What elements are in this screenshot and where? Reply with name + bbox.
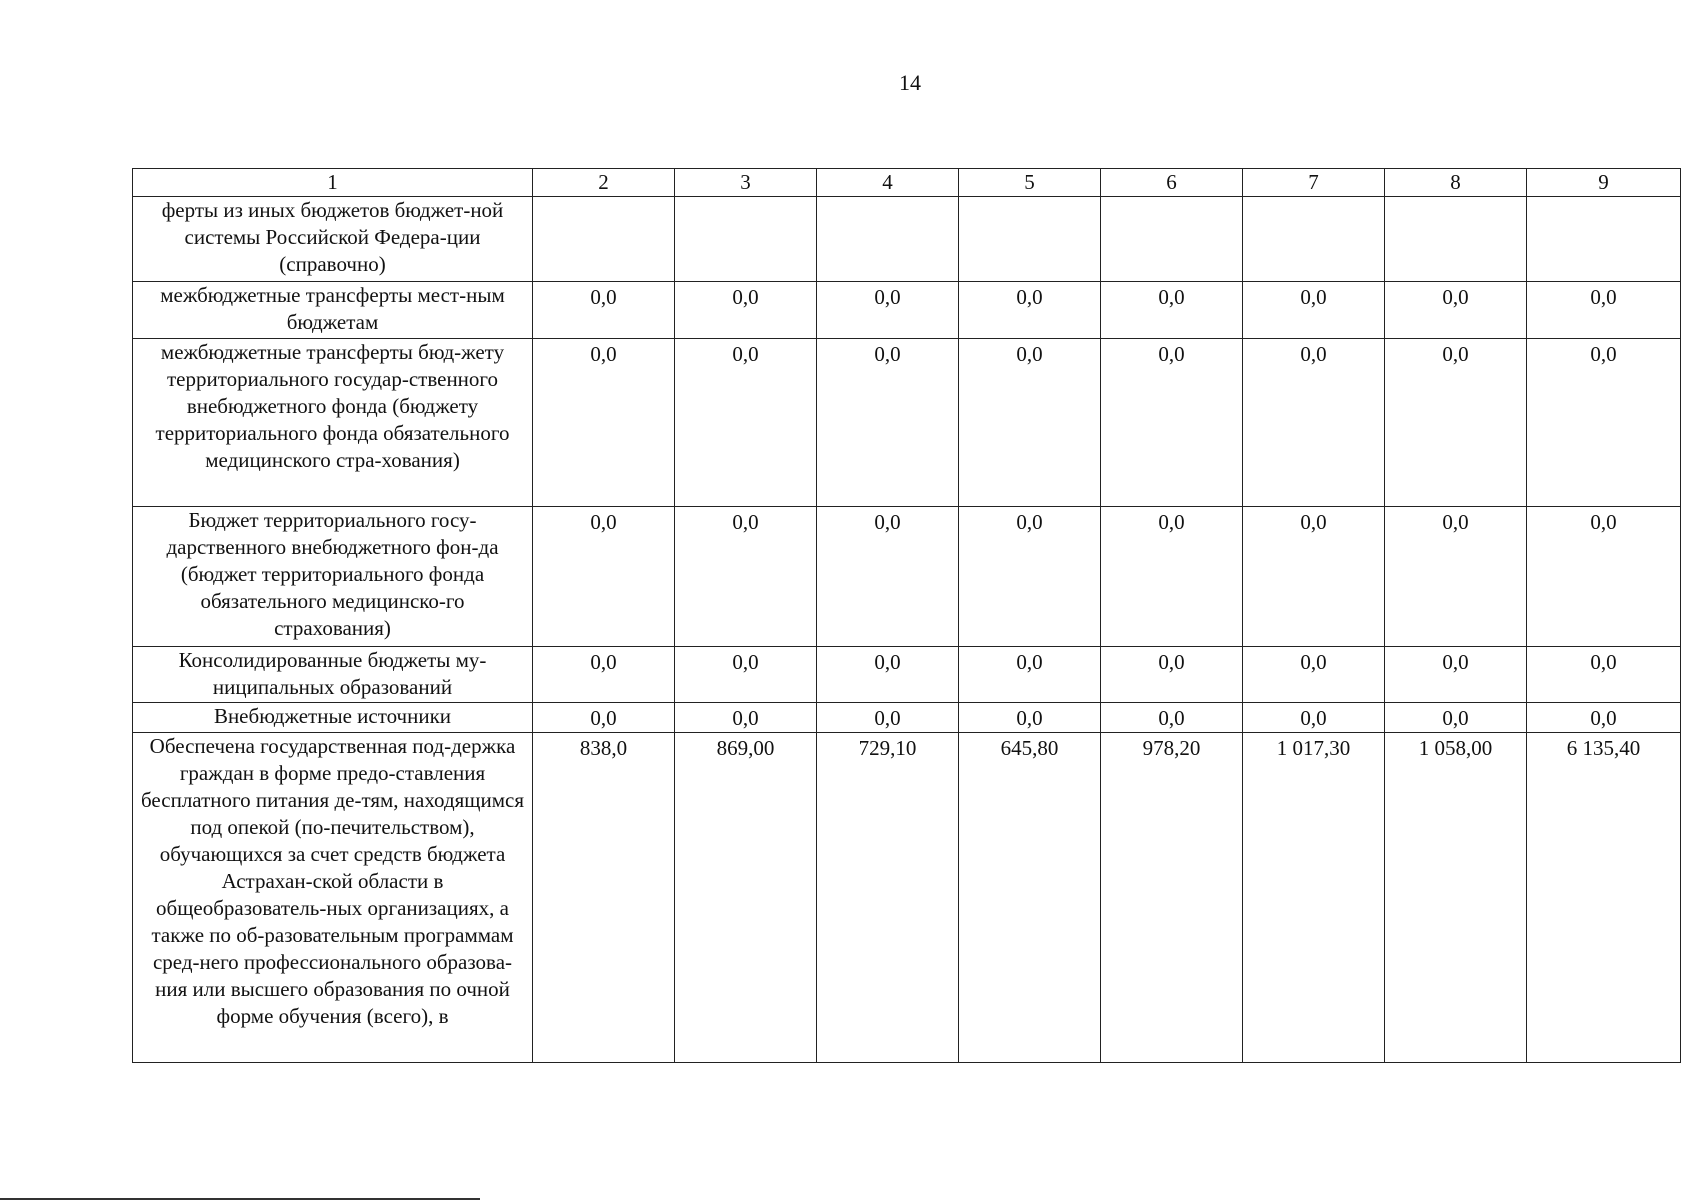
table-cell	[1527, 197, 1681, 282]
table-cell: 1 058,00	[1385, 733, 1527, 1063]
table-cell	[817, 197, 959, 282]
table-cell: 0,0	[1527, 647, 1681, 703]
row-label: Бюджет территориального госу-дарственного внебюджетного фон-да (бюджет территориального фонда обязательного медицинско-го страхования)	[133, 507, 533, 647]
column-header: 5	[959, 169, 1101, 197]
table-cell: 978,20	[1101, 733, 1243, 1063]
table-cell: 0,0	[817, 703, 959, 733]
table-row	[133, 733, 1681, 1063]
table-cell: 0,0	[1385, 647, 1527, 703]
table-cell: 0,0	[1101, 339, 1243, 507]
table-cell	[675, 197, 817, 282]
column-header: 1	[133, 169, 533, 197]
table-cell	[1101, 197, 1243, 282]
table-cell: 0,0	[1101, 703, 1243, 733]
row-label: Консолидированные бюджеты му-ниципальных образований	[133, 647, 533, 703]
table-cell	[959, 197, 1101, 282]
table-cell: 0,0	[1101, 507, 1243, 647]
table-cell: 0,0	[959, 647, 1101, 703]
row-label: ферты из иных бюджетов бюджет-ной системы Российской Федера-ции (справочно)	[133, 197, 533, 282]
table-cell: 0,0	[1385, 339, 1527, 507]
table-cell: 869,00	[675, 733, 817, 1063]
table-cell: 0,0	[533, 647, 675, 703]
table-row	[133, 647, 1681, 703]
table-cell: 0,0	[1101, 647, 1243, 703]
column-header: 6	[1101, 169, 1243, 197]
table-cell: 0,0	[1243, 282, 1385, 339]
column-number-header-row	[133, 169, 1681, 197]
row-label: межбюджетные трансферты мест-ным бюджетам	[133, 282, 533, 339]
table-cell: 0,0	[1385, 507, 1527, 647]
table-cell: 0,0	[959, 507, 1101, 647]
table-cell: 0,0	[959, 703, 1101, 733]
column-header: 7	[1243, 169, 1385, 197]
table-cell: 0,0	[817, 507, 959, 647]
table-cell: 0,0	[675, 282, 817, 339]
row-label: Обеспечена государственная под-держка граждан в форме предо-ставления бесплатного питания де-тям, находящимся под опекой (по-печительством), обучающихся за счет средств бюджета Астрахан-ской области в общеобразователь-ных организациях, а также по об-разовательным программам сред-него профессионального образова-ния или высшего образования по очной форме обучения (всего), в	[133, 733, 533, 1063]
budget-table	[132, 168, 1681, 1063]
table-cell: 0,0	[817, 647, 959, 703]
table-cell: 0,0	[533, 339, 675, 507]
table-cell: 0,0	[959, 282, 1101, 339]
table-cell: 838,0	[533, 733, 675, 1063]
table-row	[133, 703, 1681, 733]
table-cell: 0,0	[1243, 507, 1385, 647]
column-header: 4	[817, 169, 959, 197]
table-cell: 0,0	[675, 703, 817, 733]
table-cell: 0,0	[817, 339, 959, 507]
table-row	[133, 507, 1681, 647]
table-cell: 0,0	[675, 647, 817, 703]
table-cell: 0,0	[1243, 703, 1385, 733]
table-cell: 0,0	[1527, 282, 1681, 339]
table-cell: 0,0	[1243, 339, 1385, 507]
table-cell: 0,0	[1101, 282, 1243, 339]
table-row	[133, 282, 1681, 339]
table-cell: 645,80	[959, 733, 1101, 1063]
table-cell: 0,0	[1385, 282, 1527, 339]
row-label: межбюджетные трансферты бюд-жету территориального государ-ственного внебюджетного фонда (бюджету территориального фонда обязательного медицинского стра-хования)	[133, 339, 533, 507]
table-cell	[1385, 197, 1527, 282]
table-row	[133, 197, 1681, 282]
table-cell: 0,0	[1385, 703, 1527, 733]
table-cell: 6 135,40	[1527, 733, 1681, 1063]
table-cell: 0,0	[1243, 647, 1385, 703]
page-number: 14	[899, 70, 921, 95]
table-cell: 0,0	[1527, 507, 1681, 647]
column-header: 2	[533, 169, 675, 197]
table-cell: 0,0	[675, 507, 817, 647]
row-label: Внебюджетные источники	[133, 703, 533, 733]
table-cell: 0,0	[1527, 703, 1681, 733]
table-cell	[1243, 197, 1385, 282]
table-cell: 0,0	[533, 507, 675, 647]
table-cell: 729,10	[817, 733, 959, 1063]
column-header: 8	[1385, 169, 1527, 197]
table-cell: 0,0	[1527, 339, 1681, 507]
column-header: 3	[675, 169, 817, 197]
table-cell	[533, 197, 675, 282]
table-cell: 0,0	[533, 703, 675, 733]
table-cell: 0,0	[533, 282, 675, 339]
table-cell: 0,0	[675, 339, 817, 507]
column-header: 9	[1527, 169, 1681, 197]
table-cell: 0,0	[817, 282, 959, 339]
table-row	[133, 339, 1681, 507]
table-cell: 0,0	[959, 339, 1101, 507]
table-cell: 1 017,30	[1243, 733, 1385, 1063]
